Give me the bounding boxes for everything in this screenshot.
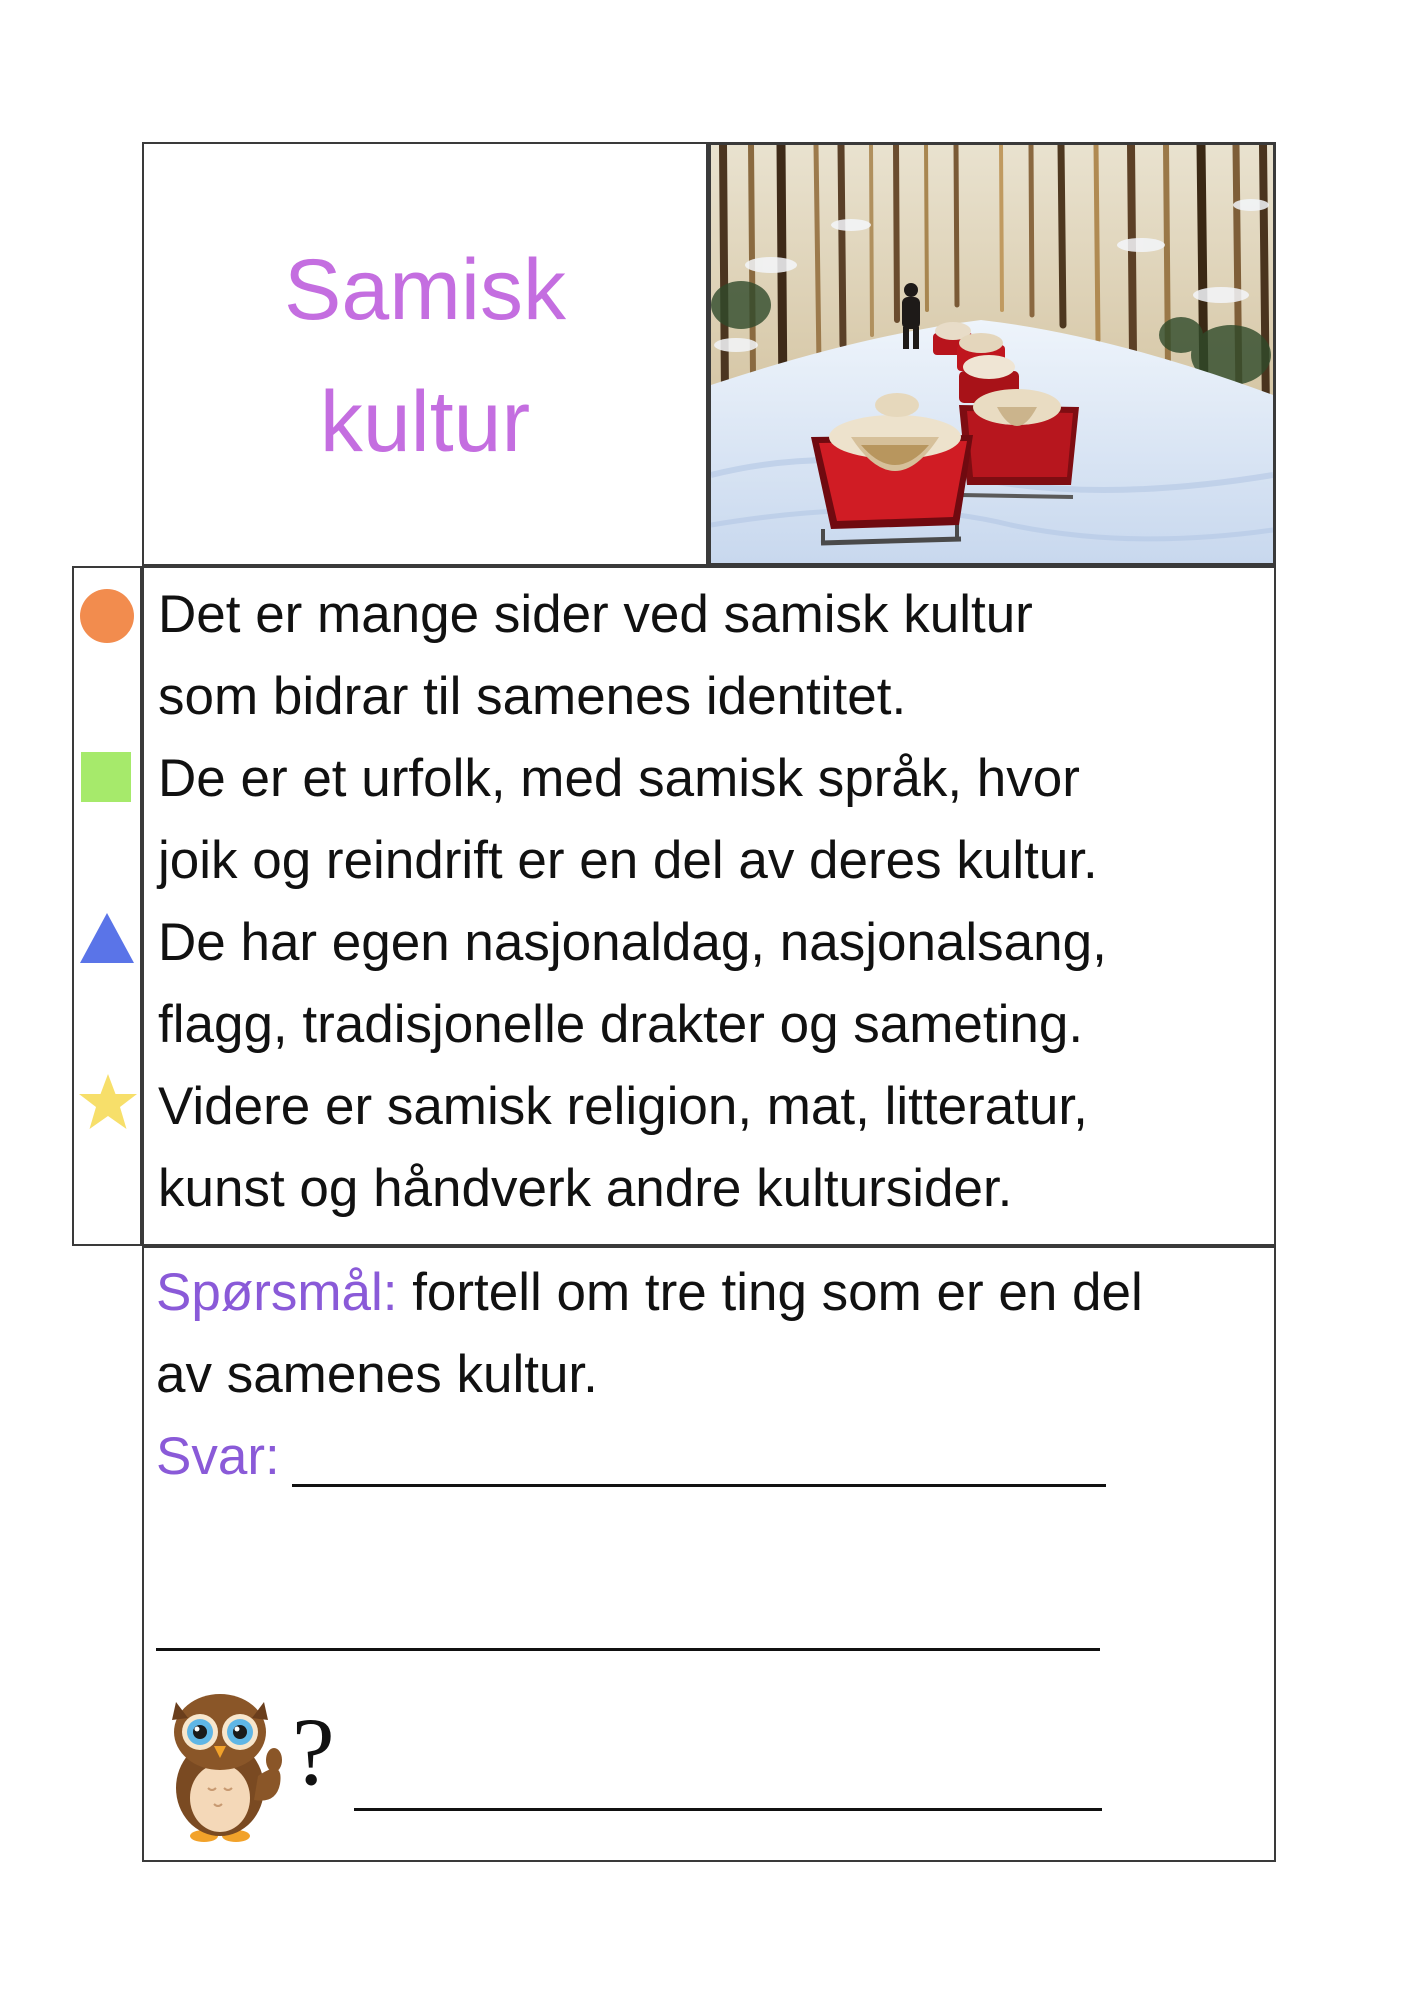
answer-line-1[interactable] [292, 1484, 1106, 1487]
question-text-2: av samenes kultur. [156, 1345, 598, 1404]
body-line-3: De er et urfolk, med samisk språk, hvor [158, 749, 1080, 808]
page-title [144, 224, 706, 488]
body-line-5: De har egen nasjonaldag, nasjonalsang, [158, 913, 1107, 972]
body-line-8: kunst og håndverk andre kultursider. [158, 1159, 1013, 1218]
answer-line-3[interactable] [354, 1808, 1102, 1811]
body-line-1: Det er mange sider ved samisk kultur [158, 585, 1033, 644]
orange-circle-icon [77, 586, 137, 646]
body-line-4: joik og reindrift er en del av deres kultur. [158, 831, 1098, 890]
answer-label: Svar: [156, 1427, 280, 1486]
title-box [142, 142, 708, 566]
question-mark: ? [292, 1698, 335, 1805]
sled-photo [708, 142, 1276, 566]
reindeer-sled-forest-photo [711, 145, 1273, 563]
green-square-icon [79, 750, 133, 804]
answer-line-2[interactable] [156, 1648, 1100, 1651]
question-line-1 [156, 1252, 1143, 1334]
question-box [142, 1246, 1276, 1862]
body-line-7: Videre er samisk religion, mat, litteratur, [158, 1077, 1088, 1136]
title-line-2: kultur [319, 374, 531, 470]
question-text-1: fortell om tre ting som er en del [397, 1263, 1143, 1322]
answer-row [156, 1416, 280, 1498]
title-line-1: Samisk [284, 242, 566, 338]
marker-column [72, 566, 142, 1246]
blue-triangle-icon [77, 910, 137, 966]
yellow-star-icon [77, 1072, 139, 1132]
body-line-2: som bidrar til samenes identitet. [158, 667, 907, 726]
body-line-6: flagg, tradisjonelle drakter og sameting. [158, 995, 1084, 1054]
body-text-box [142, 566, 1276, 1246]
question-label: Spørsmål: [156, 1263, 398, 1322]
owl-icon [162, 1688, 290, 1844]
